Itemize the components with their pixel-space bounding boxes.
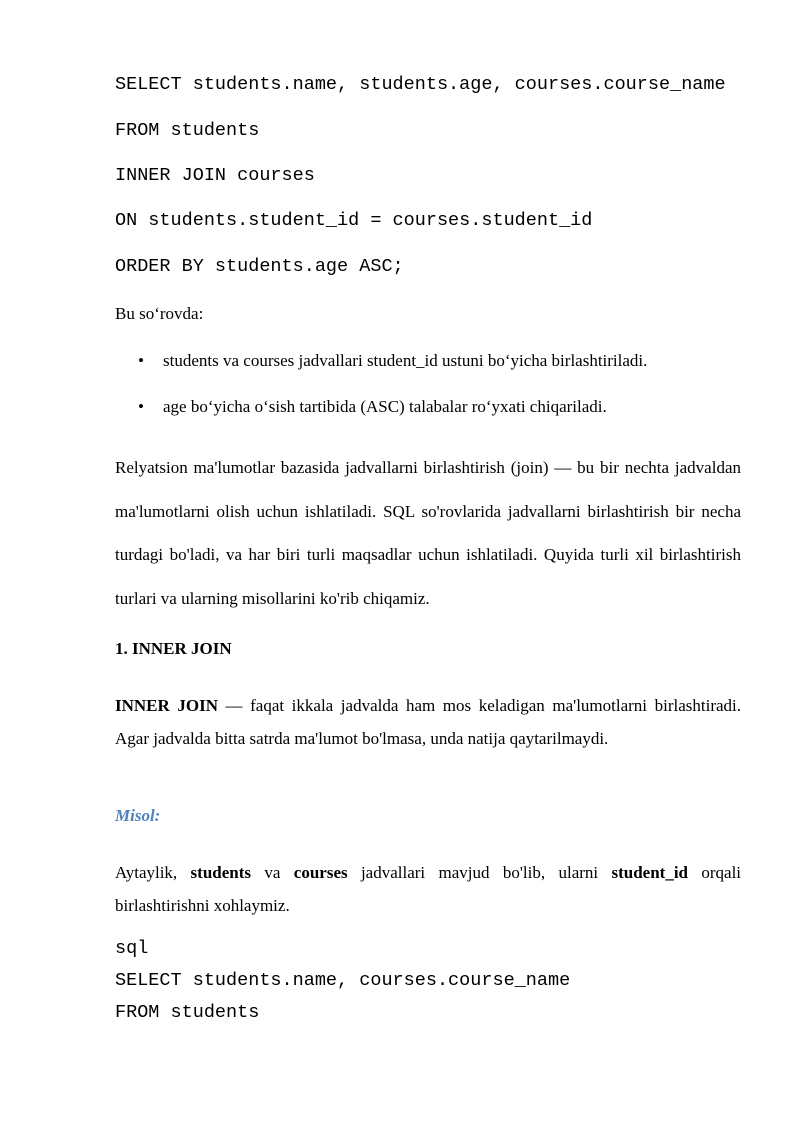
code-line: ON students.student_id = courses.student_id: [115, 210, 593, 231]
definition-text: — faqat ikkala jadvalda ham mos keladigan ma'lumotlarni birlashtiradi. Agar jadvalda bitta satrda ma'lumot bo'lmasa, unda natija qaytarilmaydi.: [115, 696, 741, 748]
code-line: INNER JOIN courses: [115, 165, 315, 186]
text-span: Aytaylik,: [115, 863, 191, 882]
text-span: va: [251, 863, 294, 882]
bullet-text: students va courses jadvallari student_id ustuni bo‘yicha birlashtiriladi.: [163, 351, 648, 370]
list-item: [115, 397, 741, 443]
bold-term: student_id: [611, 863, 689, 882]
section-heading: 1. INNER JOIN: [115, 639, 232, 658]
code-line: FROM students: [115, 120, 260, 141]
intro-label: Bu so‘rovda:: [115, 304, 204, 323]
inner-join-definition: [115, 689, 741, 755]
list-item: [115, 351, 741, 397]
code-line: ORDER BY students.age ASC;: [115, 256, 404, 277]
bold-term: courses: [293, 863, 348, 882]
text-span: jadvallari mavjud bo'lib, ularni: [347, 863, 612, 882]
code-line: SELECT students.name, students.age, courses.course_name: [115, 74, 726, 95]
join-paragraph: Relyatsion ma'lumotlar bazasida jadvallarni birlashtirish (join) — bu bir nechta jadvaldan ma'lumotlarni olish uchun ishlatiladi. SQL so'rovlarida jadvallarni birlashtirish bir necha turdagi bo'ladi, va har biri turli maqsadlar uchun ishlatiladi. Quyida turli xil birlashtirish turlari va ularning misollarini ko'rib chiqamiz.: [115, 458, 741, 608]
code-line: FROM students: [115, 1002, 260, 1023]
code-line: SELECT students.name, courses.course_name: [115, 970, 571, 991]
bullet-icon: •: [138, 397, 144, 416]
bold-term: students: [190, 863, 252, 882]
example-label: Misol:: [115, 806, 161, 825]
bullet-list: [115, 351, 741, 443]
bullet-icon: •: [138, 351, 144, 370]
text-span: orqali birlashtirishni xohlaymiz.: [115, 863, 742, 915]
example-paragraph: [115, 856, 741, 922]
term: INNER JOIN: [115, 696, 218, 715]
bullet-text: age bo‘yicha o‘sish tartibida (ASC) talabalar ro‘yxati chiqariladi.: [163, 397, 607, 416]
code-line: sql: [115, 938, 149, 959]
